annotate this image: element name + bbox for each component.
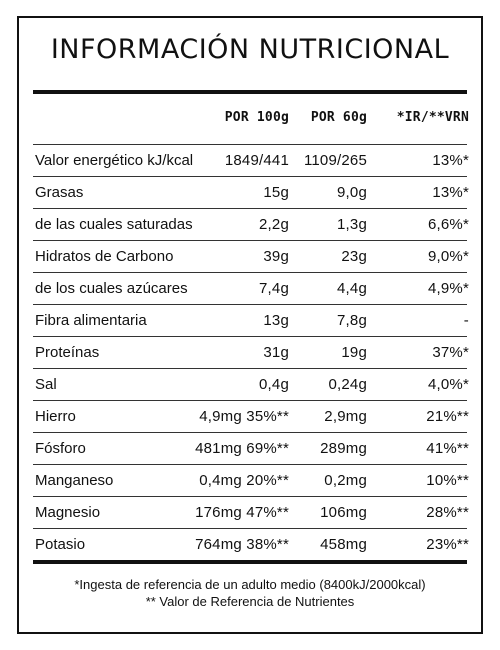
- row-value-per-100g: 176mg 47%**: [195, 504, 289, 521]
- row-value-per-100g: 31g: [263, 344, 289, 361]
- row-label: de los cuales azúcares: [35, 280, 188, 297]
- row-value-per-60g: 19g: [341, 344, 367, 361]
- row-value-ir-vrn: 28%**: [426, 504, 469, 521]
- row-value-ir-vrn: 13%*: [432, 152, 469, 169]
- row-label: Potasio: [35, 536, 86, 553]
- row-value-ir-vrn: 41%**: [426, 440, 469, 457]
- row-label: Hidratos de Carbono: [35, 248, 174, 265]
- column-header-per-100g: POR 100g: [224, 110, 289, 125]
- row-value-per-60g: 23g: [341, 248, 367, 265]
- row-value-per-100g: 7,4g: [259, 280, 289, 297]
- row-value-per-100g: 764mg 38%**: [195, 536, 289, 553]
- table-row: [33, 240, 467, 272]
- row-label: Magnesio: [35, 504, 101, 521]
- row-label: Valor energético kJ/kcal: [35, 152, 194, 169]
- row-label: Sal: [35, 376, 57, 393]
- table-row: [33, 336, 467, 368]
- row-value-ir-vrn: 10%**: [426, 472, 469, 489]
- row-label: de las cuales saturadas: [35, 216, 193, 233]
- bottom-divider: [33, 560, 467, 564]
- row-value-ir-vrn: 4,9%*: [427, 280, 469, 297]
- row-value-per-60g: 4,4g: [337, 280, 367, 297]
- table-row: [33, 400, 467, 432]
- panel-title: INFORMACIÓN NUTRICIONAL: [50, 34, 450, 65]
- row-value-ir-vrn: 4,0%*: [427, 376, 469, 393]
- row-value-per-100g: 481mg 69%**: [195, 440, 289, 457]
- row-value-per-100g: 0,4g: [259, 376, 289, 393]
- footnote-ir: *Ingesta de referencia de un adulto medio (8400kJ/2000kcal): [74, 577, 426, 592]
- nutrition-panel: [17, 16, 483, 634]
- table-row: [33, 368, 467, 400]
- row-label: Manganeso: [35, 472, 114, 489]
- row-value-per-60g: 1,3g: [337, 216, 367, 233]
- row-value-per-100g: 1849/441: [224, 152, 289, 169]
- row-value-per-60g: 0,24g: [328, 376, 367, 393]
- table-row: [33, 304, 467, 336]
- row-value-per-60g: 106mg: [320, 504, 367, 521]
- row-value-ir-vrn: 9,0%*: [427, 248, 469, 265]
- column-header-per-60g: POR 60g: [310, 110, 367, 125]
- table-row: [33, 496, 467, 528]
- row-label: Fibra alimentaria: [35, 312, 147, 329]
- footnotes: [19, 576, 481, 610]
- row-label: Fósforo: [35, 440, 86, 457]
- row-value-ir-vrn: 23%**: [426, 536, 469, 553]
- row-value-per-100g: 4,9mg 35%**: [199, 408, 289, 425]
- row-value-ir-vrn: -: [463, 312, 469, 329]
- table-row: [33, 208, 467, 240]
- row-value-per-60g: 2,9mg: [324, 408, 367, 425]
- row-value-ir-vrn: 21%**: [426, 408, 469, 425]
- row-label: Grasas: [35, 184, 84, 201]
- row-value-per-100g: 39g: [263, 248, 289, 265]
- row-value-ir-vrn: 6,6%*: [427, 216, 469, 233]
- row-value-ir-vrn: 13%*: [432, 184, 469, 201]
- row-value-per-60g: 1109/265: [303, 152, 367, 169]
- table-row: [33, 528, 467, 560]
- table-row: [33, 432, 467, 464]
- row-value-per-100g: 13g: [263, 312, 289, 329]
- row-value-per-60g: 9,0g: [337, 184, 367, 201]
- row-value-per-60g: 458mg: [320, 536, 367, 553]
- row-value-per-60g: 0,2mg: [324, 472, 367, 489]
- table-row: [33, 272, 467, 304]
- top-divider: [33, 90, 467, 94]
- nutrition-table: [33, 144, 467, 560]
- table-row: [33, 464, 467, 496]
- row-value-per-100g: 2,2g: [259, 216, 289, 233]
- row-value-per-100g: 15g: [263, 184, 289, 201]
- table-row: [33, 176, 467, 208]
- row-label: Hierro: [35, 408, 76, 425]
- row-value-per-60g: 289mg: [320, 440, 367, 457]
- column-header-ir-vrn: *IR/**VRN: [396, 110, 469, 125]
- row-value-per-60g: 7,8g: [337, 312, 367, 329]
- row-value-ir-vrn: 37%*: [432, 344, 469, 361]
- table-row: [33, 144, 467, 176]
- row-label: Proteínas: [35, 344, 100, 361]
- footnote-vrn: ** Valor de Referencia de Nutrientes: [145, 594, 355, 609]
- row-value-per-100g: 0,4mg 20%**: [199, 472, 289, 489]
